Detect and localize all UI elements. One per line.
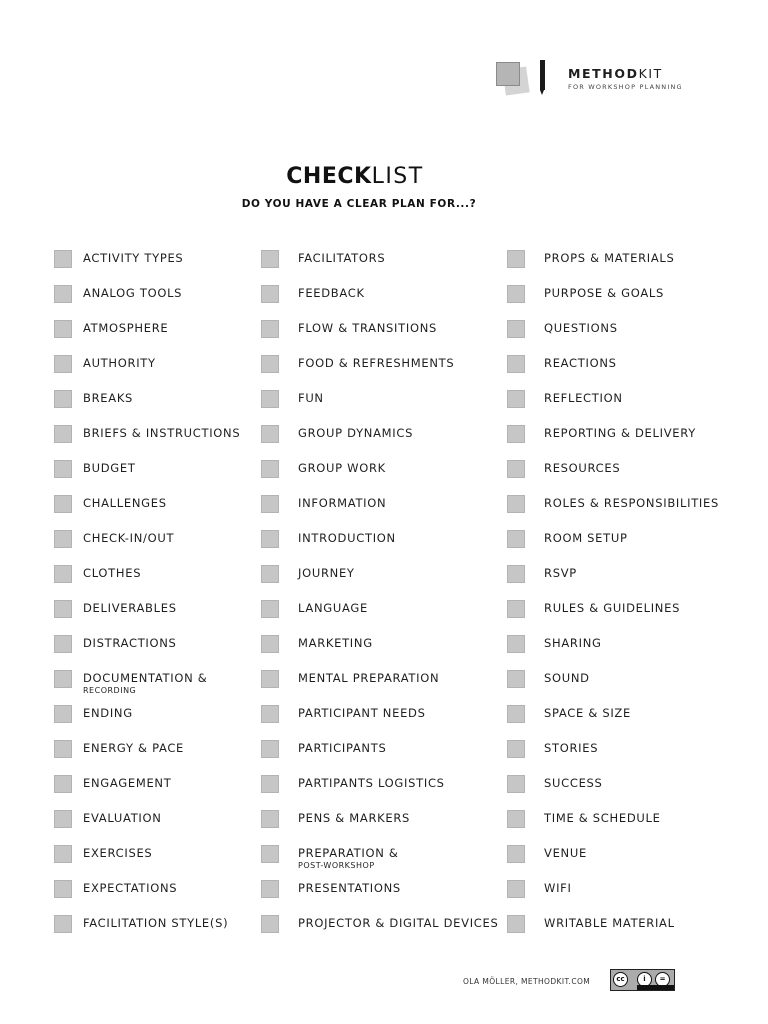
checklist-item-label: FUN xyxy=(298,391,324,405)
checklist-item-label: CLOTHES xyxy=(83,566,142,580)
checkbox[interactable] xyxy=(507,635,525,653)
license-strip xyxy=(637,985,674,990)
page-title xyxy=(0,164,710,189)
checklist-item-label: GROUP WORK xyxy=(298,461,386,475)
checklist-item-label: EXPECTATIONS xyxy=(83,881,178,895)
checklist-item-label: REPORTING & DELIVERY xyxy=(544,426,696,440)
checklist-item-label: PURPOSE & GOALS xyxy=(544,286,665,300)
checklist-item-label: GROUP DYNAMICS xyxy=(298,426,414,440)
checkbox[interactable] xyxy=(507,565,525,583)
methodkit-logo xyxy=(496,60,696,96)
checkbox[interactable] xyxy=(54,425,72,443)
checkbox[interactable] xyxy=(507,670,525,688)
checkbox[interactable] xyxy=(507,355,525,373)
author-credit: OLA MÖLLER, METHODKIT.COM xyxy=(463,977,591,986)
checkbox[interactable] xyxy=(261,425,279,443)
checklist-item-label: EXERCISES xyxy=(83,846,153,860)
checkbox[interactable] xyxy=(261,915,279,933)
checklist-item-label: FACILITATION STYLE(S) xyxy=(83,916,229,930)
checklist-item-label: REFLECTION xyxy=(544,391,623,405)
checklist-item-label-continued: RECORDING xyxy=(83,686,137,695)
brand-name-bold: METHOD xyxy=(568,66,639,81)
checklist-item-label: LANGUAGE xyxy=(298,601,368,615)
checkbox[interactable] xyxy=(507,740,525,758)
checklist-item-label: JOURNEY xyxy=(298,566,355,580)
checklist-item-label: DISTRACTIONS xyxy=(83,636,177,650)
checklist-item-label: MENTAL PREPARATION xyxy=(298,671,440,685)
checklist-item-label: BREAKS xyxy=(83,391,134,405)
checkbox[interactable] xyxy=(507,705,525,723)
checkbox[interactable] xyxy=(261,390,279,408)
checklist-item-label: QUESTIONS xyxy=(544,321,618,335)
checklist-item-label-continued: POST-WORKSHOP xyxy=(298,861,375,870)
checkbox[interactable] xyxy=(54,355,72,373)
checkbox[interactable] xyxy=(261,600,279,618)
checkbox[interactable] xyxy=(261,460,279,478)
page-subtitle: DO YOU HAVE A CLEAR PLAN FOR...? xyxy=(241,198,477,210)
checkbox[interactable] xyxy=(507,775,525,793)
checklist-item-label: RESOURCES xyxy=(544,461,621,475)
cc-icon: cc xyxy=(613,972,628,987)
checkbox[interactable] xyxy=(54,775,72,793)
checkbox[interactable] xyxy=(54,530,72,548)
checkbox[interactable] xyxy=(54,880,72,898)
checklist-item-label: INTRODUCTION xyxy=(298,531,396,545)
checklist-item-label: FOOD & REFRESHMENTS xyxy=(298,356,455,370)
checkbox[interactable] xyxy=(507,460,525,478)
checkbox[interactable] xyxy=(507,285,525,303)
checkbox[interactable] xyxy=(54,390,72,408)
checkbox[interactable] xyxy=(261,810,279,828)
checkbox[interactable] xyxy=(54,250,72,268)
checklist-item-label: ENERGY & PACE xyxy=(83,741,185,755)
checklist-item-label: BRIEFS & INSTRUCTIONS xyxy=(83,426,241,440)
checkbox[interactable] xyxy=(261,530,279,548)
brand-tagline: FOR WORKSHOP PLANNING xyxy=(568,83,683,91)
checkbox[interactable] xyxy=(54,285,72,303)
checkbox[interactable] xyxy=(507,600,525,618)
checkbox[interactable] xyxy=(507,320,525,338)
checkbox[interactable] xyxy=(507,495,525,513)
checklist-item-label: INFORMATION xyxy=(298,496,387,510)
checklist-item-label: SUCCESS xyxy=(544,776,603,790)
checkbox[interactable] xyxy=(261,705,279,723)
checklist-item-label: ATMOSPHERE xyxy=(83,321,169,335)
checkbox[interactable] xyxy=(54,845,72,863)
checkbox[interactable] xyxy=(507,880,525,898)
checklist-item-label: RSVP xyxy=(544,566,577,580)
checklist-item-label: PROPS & MATERIALS xyxy=(544,251,675,265)
checklist-item-label: FLOW & TRANSITIONS xyxy=(298,321,437,335)
checkbox[interactable] xyxy=(261,845,279,863)
checkbox[interactable] xyxy=(54,915,72,933)
brand-name xyxy=(568,66,663,81)
checklist-item-label: FEEDBACK xyxy=(298,286,365,300)
checklist-item-label: MARKETING xyxy=(298,636,373,650)
checkbox[interactable] xyxy=(261,285,279,303)
checklist-item-label: PARTICIPANTS xyxy=(298,741,387,755)
checklist-item-label: VENUE xyxy=(544,846,587,860)
brand-name-light: KIT xyxy=(638,66,663,81)
checklist-item-label: PREPARATION & xyxy=(298,846,399,860)
checkbox[interactable] xyxy=(507,425,525,443)
checkbox[interactable] xyxy=(261,880,279,898)
checklist-item-label: CHALLENGES xyxy=(83,496,167,510)
checklist-item-label: STORIES xyxy=(544,741,599,755)
checkbox[interactable] xyxy=(54,460,72,478)
by-icon: i xyxy=(637,972,652,987)
checkbox[interactable] xyxy=(54,670,72,688)
checkbox[interactable] xyxy=(261,635,279,653)
checkbox[interactable] xyxy=(54,740,72,758)
nd-icon: = xyxy=(655,972,670,987)
checkbox[interactable] xyxy=(54,495,72,513)
checkbox[interactable] xyxy=(261,250,279,268)
checkbox[interactable] xyxy=(261,740,279,758)
checkbox[interactable] xyxy=(507,250,525,268)
checkbox[interactable] xyxy=(54,635,72,653)
checkbox[interactable] xyxy=(54,600,72,618)
checklist-item-label: ACTIVITY TYPES xyxy=(83,251,184,265)
checklist-item-label: ENGAGEMENT xyxy=(83,776,172,790)
checklist-item-label: TIME & SCHEDULE xyxy=(544,811,661,825)
page-title-light: LIST xyxy=(371,164,424,189)
checklist-item-label: SOUND xyxy=(544,671,590,685)
checklist-item-label: SPACE & SIZE xyxy=(544,706,631,720)
checklist-item-label: ROOM SETUP xyxy=(544,531,628,545)
checkbox[interactable] xyxy=(54,810,72,828)
checklist-item-label: REACTIONS xyxy=(544,356,617,370)
cc-license-icon xyxy=(610,969,675,991)
methodkit-logo-icon xyxy=(496,60,552,96)
checkbox[interactable] xyxy=(54,705,72,723)
checkbox[interactable] xyxy=(261,320,279,338)
checklist-item-label: SHARING xyxy=(544,636,602,650)
checkbox[interactable] xyxy=(507,845,525,863)
checklist-item-label: FACILITATORS xyxy=(298,251,386,265)
checklist-item-label: BUDGET xyxy=(83,461,136,475)
checklist-item-label: AUTHORITY xyxy=(83,356,156,370)
checklist-item-label: PROJECTOR & DIGITAL DEVICES xyxy=(298,916,499,930)
checkbox[interactable] xyxy=(54,320,72,338)
checklist-item-label: PARTICIPANT NEEDS xyxy=(298,706,426,720)
checklist-item-label: PARTIPANTS LOGISTICS xyxy=(298,776,445,790)
checklist-item-label: RULES & GUIDELINES xyxy=(544,601,681,615)
checkbox[interactable] xyxy=(507,530,525,548)
checklist-item-label: PRESENTATIONS xyxy=(298,881,401,895)
checklist-item-label: WRITABLE MATERIAL xyxy=(544,916,675,930)
checklist-item-label: WIFI xyxy=(544,881,572,895)
checklist-item-label: PENS & MARKERS xyxy=(298,811,411,825)
checkbox[interactable] xyxy=(54,565,72,583)
checkbox[interactable] xyxy=(507,390,525,408)
checkbox[interactable] xyxy=(261,355,279,373)
checklist-item-label: EVALUATION xyxy=(83,811,162,825)
checkbox[interactable] xyxy=(261,670,279,688)
checkbox[interactable] xyxy=(507,915,525,933)
checkbox[interactable] xyxy=(261,565,279,583)
page-title-bold: CHECK xyxy=(286,164,372,189)
checklist-item-label: ANALOG TOOLS xyxy=(83,286,183,300)
pencil-icon xyxy=(540,60,545,90)
checkbox[interactable] xyxy=(261,775,279,793)
checkbox[interactable] xyxy=(261,495,279,513)
checklist-item-label: CHECK-IN/OUT xyxy=(83,531,175,545)
checklist-item-label: ROLES & RESPONSIBILITIES xyxy=(544,496,719,510)
checklist-item-label: DELIVERABLES xyxy=(83,601,177,615)
checklist-item-label: ENDING xyxy=(83,706,133,720)
checklist-item-label: DOCUMENTATION & xyxy=(83,671,208,685)
checkbox[interactable] xyxy=(507,810,525,828)
